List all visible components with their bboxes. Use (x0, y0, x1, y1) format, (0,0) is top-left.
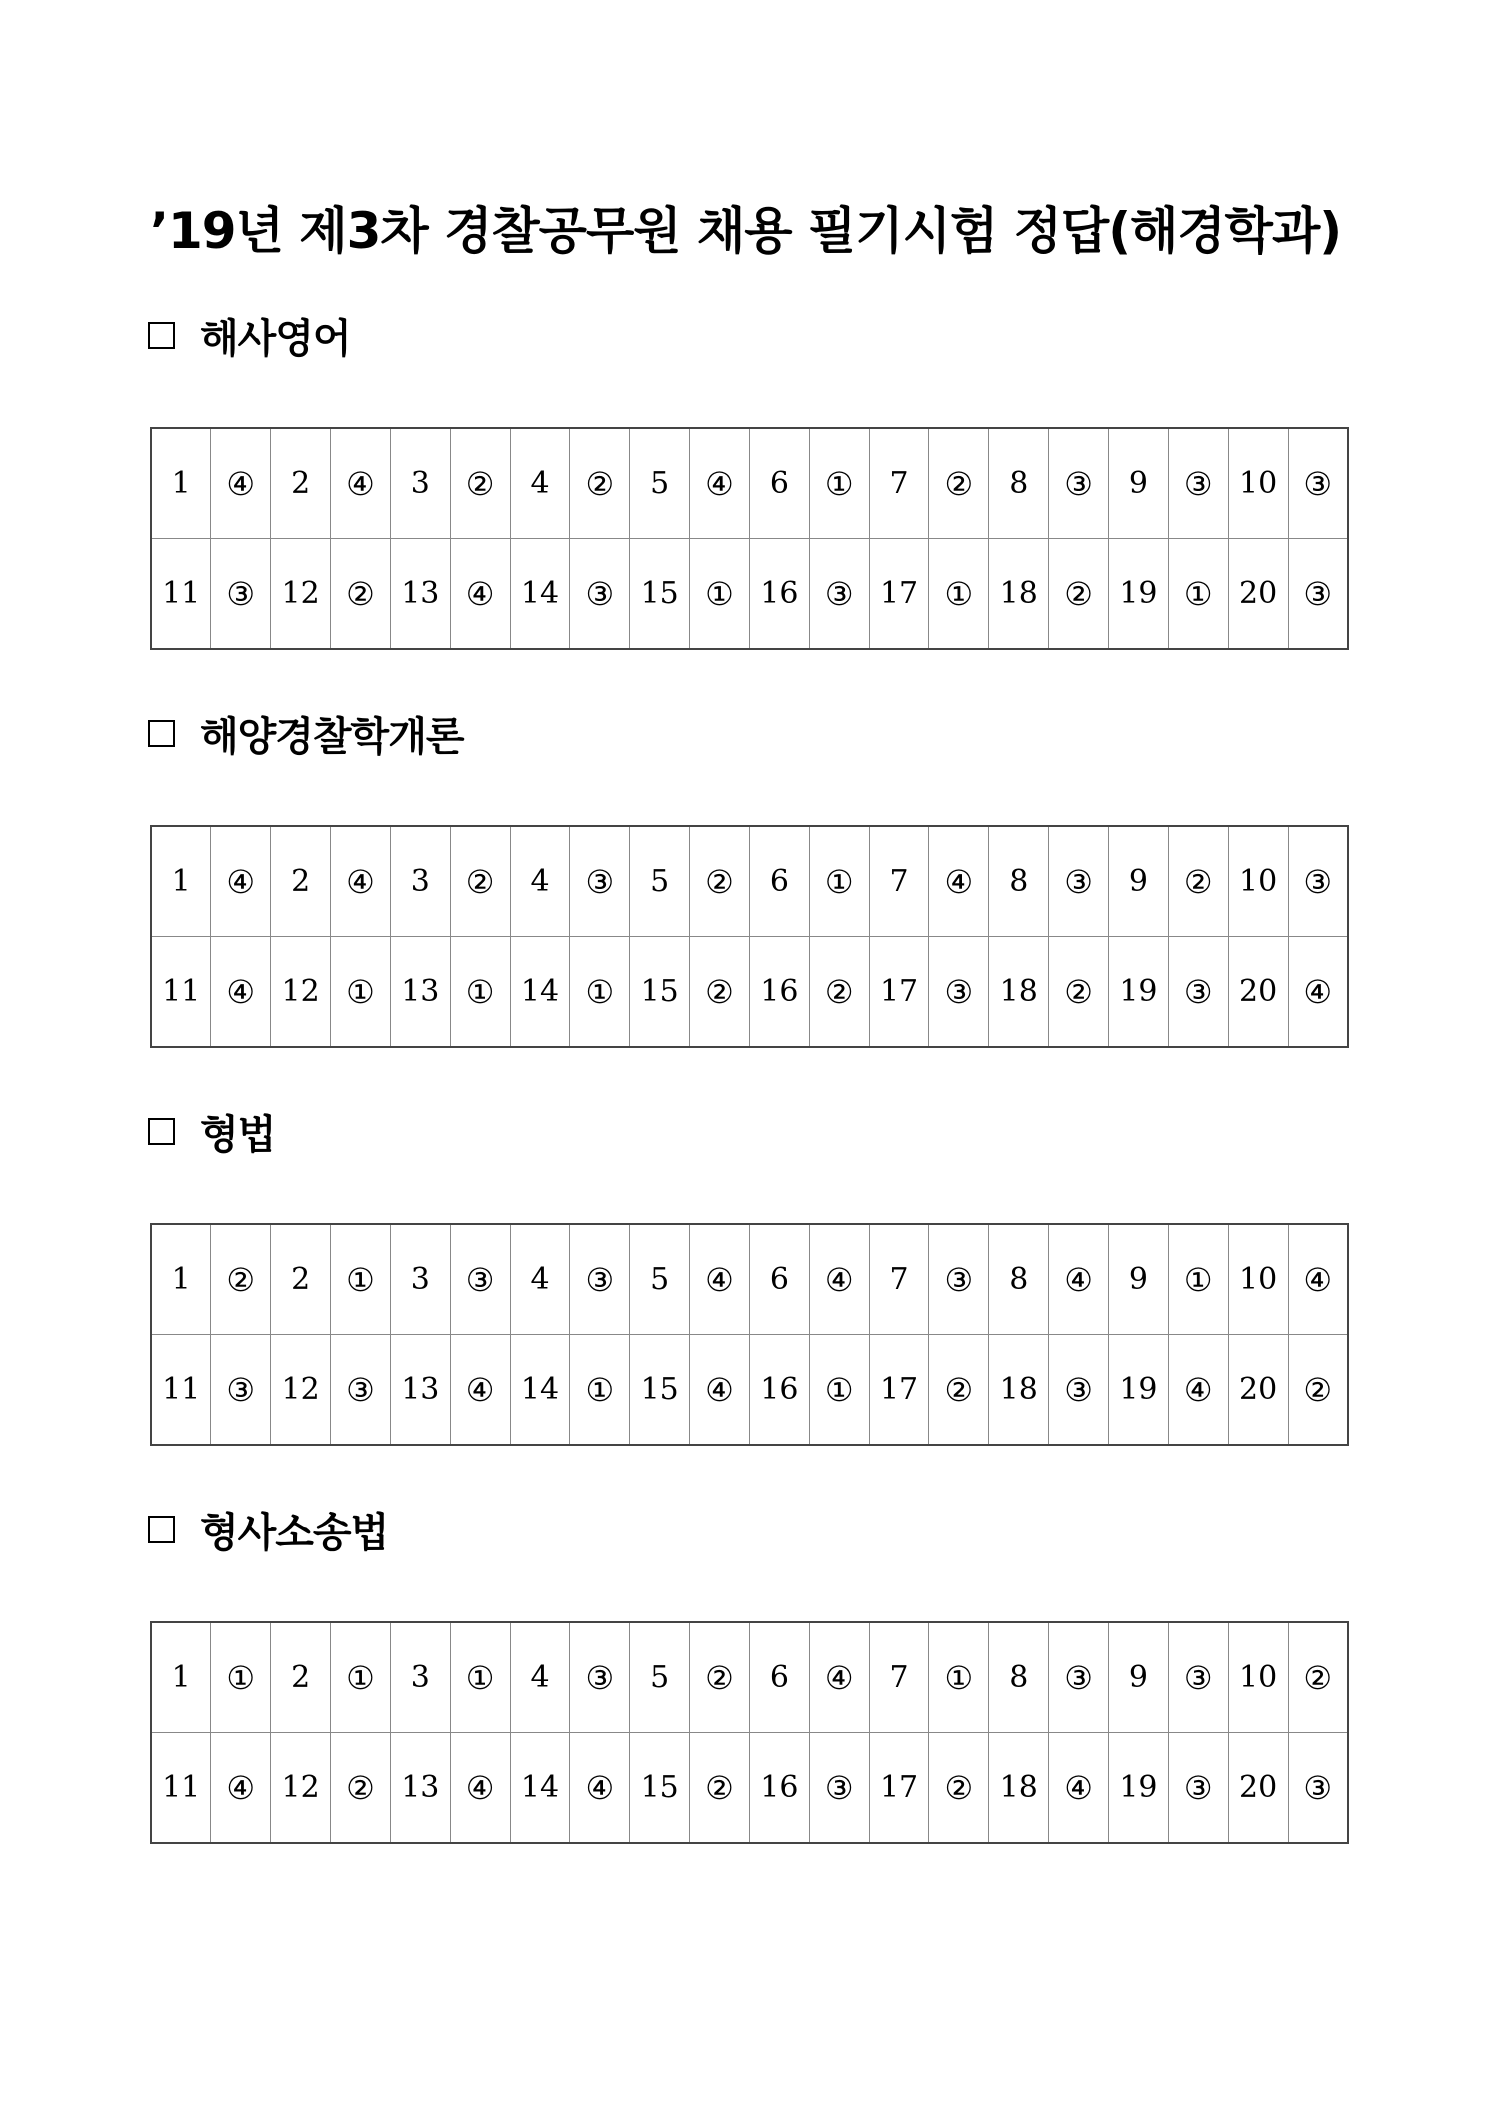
answer-value: ③ (1168, 937, 1228, 1048)
question-number: 10 (1228, 428, 1288, 539)
section-header (148, 1101, 1348, 1161)
question-number: 17 (869, 1733, 929, 1844)
answer-value: ② (331, 539, 391, 650)
question-number: 2 (271, 1622, 331, 1733)
answer-value: ④ (211, 937, 271, 1048)
answer-value: ④ (1049, 1224, 1109, 1335)
answer-value: ① (331, 1622, 391, 1733)
answer-value: ③ (211, 539, 271, 650)
answer-value: ① (570, 937, 630, 1048)
answer-value: ① (690, 539, 750, 650)
answer-value: ③ (1168, 1733, 1228, 1844)
question-number: 13 (390, 937, 450, 1048)
answer-value: ③ (211, 1335, 271, 1446)
checkbox-icon (148, 720, 175, 747)
question-number: 7 (869, 428, 929, 539)
question-number: 10 (1228, 826, 1288, 937)
answer-value: ① (211, 1622, 271, 1733)
answer-value: ② (929, 1733, 989, 1844)
answer-value: ④ (809, 1224, 869, 1335)
section-title: 해양경찰학개론 (200, 713, 464, 760)
answer-value: ① (809, 826, 869, 937)
answer-value: ④ (331, 428, 391, 539)
section-header (148, 1499, 1348, 1559)
question-number: 6 (749, 428, 809, 539)
table-row (151, 1335, 1348, 1446)
checkbox-icon (148, 322, 175, 349)
answer-value: ② (450, 826, 510, 937)
answer-value: ③ (1049, 1622, 1109, 1733)
answer-value: ③ (570, 539, 630, 650)
answer-value: ③ (1049, 1335, 1109, 1446)
question-number: 4 (510, 1224, 570, 1335)
question-number: 15 (630, 937, 690, 1048)
question-number: 17 (869, 937, 929, 1048)
question-number: 7 (869, 1224, 929, 1335)
question-number: 5 (630, 826, 690, 937)
section-header (148, 305, 1348, 365)
answer-value: ① (1168, 1224, 1228, 1335)
section-header (148, 703, 1348, 763)
section-criminal-procedure (148, 1499, 1348, 1807)
question-number: 8 (989, 1622, 1049, 1733)
section-criminal-law (148, 1101, 1348, 1409)
table-row (151, 826, 1348, 937)
answer-value: ③ (1288, 1733, 1348, 1844)
answer-table (150, 427, 1349, 650)
answer-value: ③ (450, 1224, 510, 1335)
answer-value: ③ (1168, 1622, 1228, 1733)
question-number: 18 (989, 539, 1049, 650)
question-number: 3 (390, 428, 450, 539)
question-number: 14 (510, 937, 570, 1048)
question-number: 19 (1109, 1733, 1169, 1844)
answer-value: ① (809, 1335, 869, 1446)
answer-value: ③ (570, 1622, 630, 1733)
answer-value: ④ (211, 428, 271, 539)
section-title: 해사영어 (200, 315, 351, 362)
question-number: 10 (1228, 1622, 1288, 1733)
table-row (151, 937, 1348, 1048)
answer-value: ④ (690, 428, 750, 539)
answer-value: ② (690, 1733, 750, 1844)
answer-value: ② (1288, 1335, 1348, 1446)
question-number: 12 (271, 937, 331, 1048)
answer-value: ③ (809, 1733, 869, 1844)
answer-value: ③ (570, 826, 630, 937)
answer-value: ③ (929, 1224, 989, 1335)
question-number: 14 (510, 1335, 570, 1446)
question-number: 8 (989, 1224, 1049, 1335)
answer-value: ④ (929, 826, 989, 937)
answer-value: ① (570, 1335, 630, 1446)
answer-value: ② (331, 1733, 391, 1844)
answer-value: ② (1288, 1622, 1348, 1733)
answer-value: ① (450, 937, 510, 1048)
question-number: 15 (630, 1335, 690, 1446)
question-number: 19 (1109, 937, 1169, 1048)
question-number: 1 (151, 428, 211, 539)
question-number: 9 (1109, 826, 1169, 937)
question-number: 3 (390, 826, 450, 937)
answer-value: ③ (1288, 428, 1348, 539)
answer-value: ① (1168, 539, 1228, 650)
answer-value: ③ (1288, 539, 1348, 650)
answer-value: ② (1049, 937, 1109, 1048)
question-number: 2 (271, 1224, 331, 1335)
section-maritime-english (148, 305, 1348, 613)
answer-value: ② (690, 826, 750, 937)
question-number: 20 (1228, 1335, 1288, 1446)
checkbox-icon (148, 1516, 175, 1543)
page-title: ’19년 제3차 경찰공무원 채용 필기시험 정답(해경학과) (150, 202, 1342, 260)
question-number: 5 (630, 1224, 690, 1335)
question-number: 2 (271, 428, 331, 539)
question-number: 15 (630, 1733, 690, 1844)
answer-value: ② (211, 1224, 271, 1335)
question-number: 12 (271, 1335, 331, 1446)
question-number: 18 (989, 937, 1049, 1048)
answer-value: ② (1168, 826, 1228, 937)
answer-value: ② (570, 428, 630, 539)
question-number: 13 (390, 1335, 450, 1446)
question-number: 20 (1228, 539, 1288, 650)
answer-value: ④ (690, 1335, 750, 1446)
answer-value: ② (929, 428, 989, 539)
question-number: 2 (271, 826, 331, 937)
question-number: 11 (151, 539, 211, 650)
question-number: 11 (151, 937, 211, 1048)
question-number: 5 (630, 1622, 690, 1733)
question-number: 8 (989, 428, 1049, 539)
question-number: 11 (151, 1335, 211, 1446)
question-number: 4 (510, 826, 570, 937)
table-row (151, 539, 1348, 650)
question-number: 20 (1228, 937, 1288, 1048)
question-number: 20 (1228, 1733, 1288, 1844)
section-maritime-police-intro (148, 703, 1348, 1011)
section-title: 형사소송법 (200, 1509, 389, 1556)
answer-value: ③ (1049, 826, 1109, 937)
answer-value: ③ (929, 937, 989, 1048)
answer-value: ③ (570, 1224, 630, 1335)
answer-value: ② (690, 937, 750, 1048)
answer-value: ④ (1049, 1733, 1109, 1844)
answer-value: ③ (1288, 826, 1348, 937)
question-number: 13 (390, 1733, 450, 1844)
question-number: 18 (989, 1733, 1049, 1844)
question-number: 17 (869, 1335, 929, 1446)
question-number: 6 (749, 826, 809, 937)
answer-value: ④ (809, 1622, 869, 1733)
question-number: 16 (749, 1335, 809, 1446)
checkbox-icon (148, 1118, 175, 1145)
answer-value: ① (331, 937, 391, 1048)
answer-value: ④ (690, 1224, 750, 1335)
question-number: 1 (151, 1224, 211, 1335)
answer-value: ④ (1168, 1335, 1228, 1446)
answer-value: ④ (211, 826, 271, 937)
question-number: 4 (510, 428, 570, 539)
answer-value: ④ (1288, 937, 1348, 1048)
question-number: 7 (869, 1622, 929, 1733)
question-number: 11 (151, 1733, 211, 1844)
question-number: 9 (1109, 1622, 1169, 1733)
question-number: 5 (630, 428, 690, 539)
question-number: 3 (390, 1622, 450, 1733)
question-number: 15 (630, 539, 690, 650)
table-row (151, 1733, 1348, 1844)
answer-value: ④ (1288, 1224, 1348, 1335)
question-number: 8 (989, 826, 1049, 937)
question-number: 12 (271, 539, 331, 650)
answer-value: ② (690, 1622, 750, 1733)
question-number: 16 (749, 1733, 809, 1844)
answer-value: ① (809, 428, 869, 539)
question-number: 1 (151, 826, 211, 937)
answer-table (150, 825, 1349, 1048)
question-number: 19 (1109, 539, 1169, 650)
answer-value: ② (450, 428, 510, 539)
question-number: 9 (1109, 1224, 1169, 1335)
question-number: 3 (390, 1224, 450, 1335)
question-number: 16 (749, 937, 809, 1048)
answer-value: ③ (1168, 428, 1228, 539)
answer-value: ② (1049, 539, 1109, 650)
answer-value: ④ (450, 1733, 510, 1844)
answer-table (150, 1621, 1349, 1844)
answer-value: ① (450, 1622, 510, 1733)
question-number: 14 (510, 539, 570, 650)
table-row (151, 1622, 1348, 1733)
answer-value: ③ (809, 539, 869, 650)
question-number: 10 (1228, 1224, 1288, 1335)
answer-value: ① (331, 1224, 391, 1335)
answer-value: ③ (331, 1335, 391, 1446)
question-number: 6 (749, 1622, 809, 1733)
answer-value: ④ (450, 1335, 510, 1446)
question-number: 1 (151, 1622, 211, 1733)
answer-value: ① (929, 1622, 989, 1733)
question-number: 12 (271, 1733, 331, 1844)
section-title: 형법 (200, 1111, 276, 1158)
table-row (151, 428, 1348, 539)
question-number: 14 (510, 1733, 570, 1844)
table-row (151, 1224, 1348, 1335)
question-number: 16 (749, 539, 809, 650)
answer-value: ④ (331, 826, 391, 937)
answer-value: ④ (450, 539, 510, 650)
answer-value: ② (809, 937, 869, 1048)
answer-value: ② (929, 1335, 989, 1446)
question-number: 17 (869, 539, 929, 650)
question-number: 7 (869, 826, 929, 937)
answer-value: ③ (1049, 428, 1109, 539)
question-number: 4 (510, 1622, 570, 1733)
question-number: 6 (749, 1224, 809, 1335)
question-number: 9 (1109, 428, 1169, 539)
question-number: 13 (390, 539, 450, 650)
answer-table (150, 1223, 1349, 1446)
question-number: 19 (1109, 1335, 1169, 1446)
answer-value: ① (929, 539, 989, 650)
question-number: 18 (989, 1335, 1049, 1446)
answer-value: ④ (211, 1733, 271, 1844)
answer-value: ④ (570, 1733, 630, 1844)
